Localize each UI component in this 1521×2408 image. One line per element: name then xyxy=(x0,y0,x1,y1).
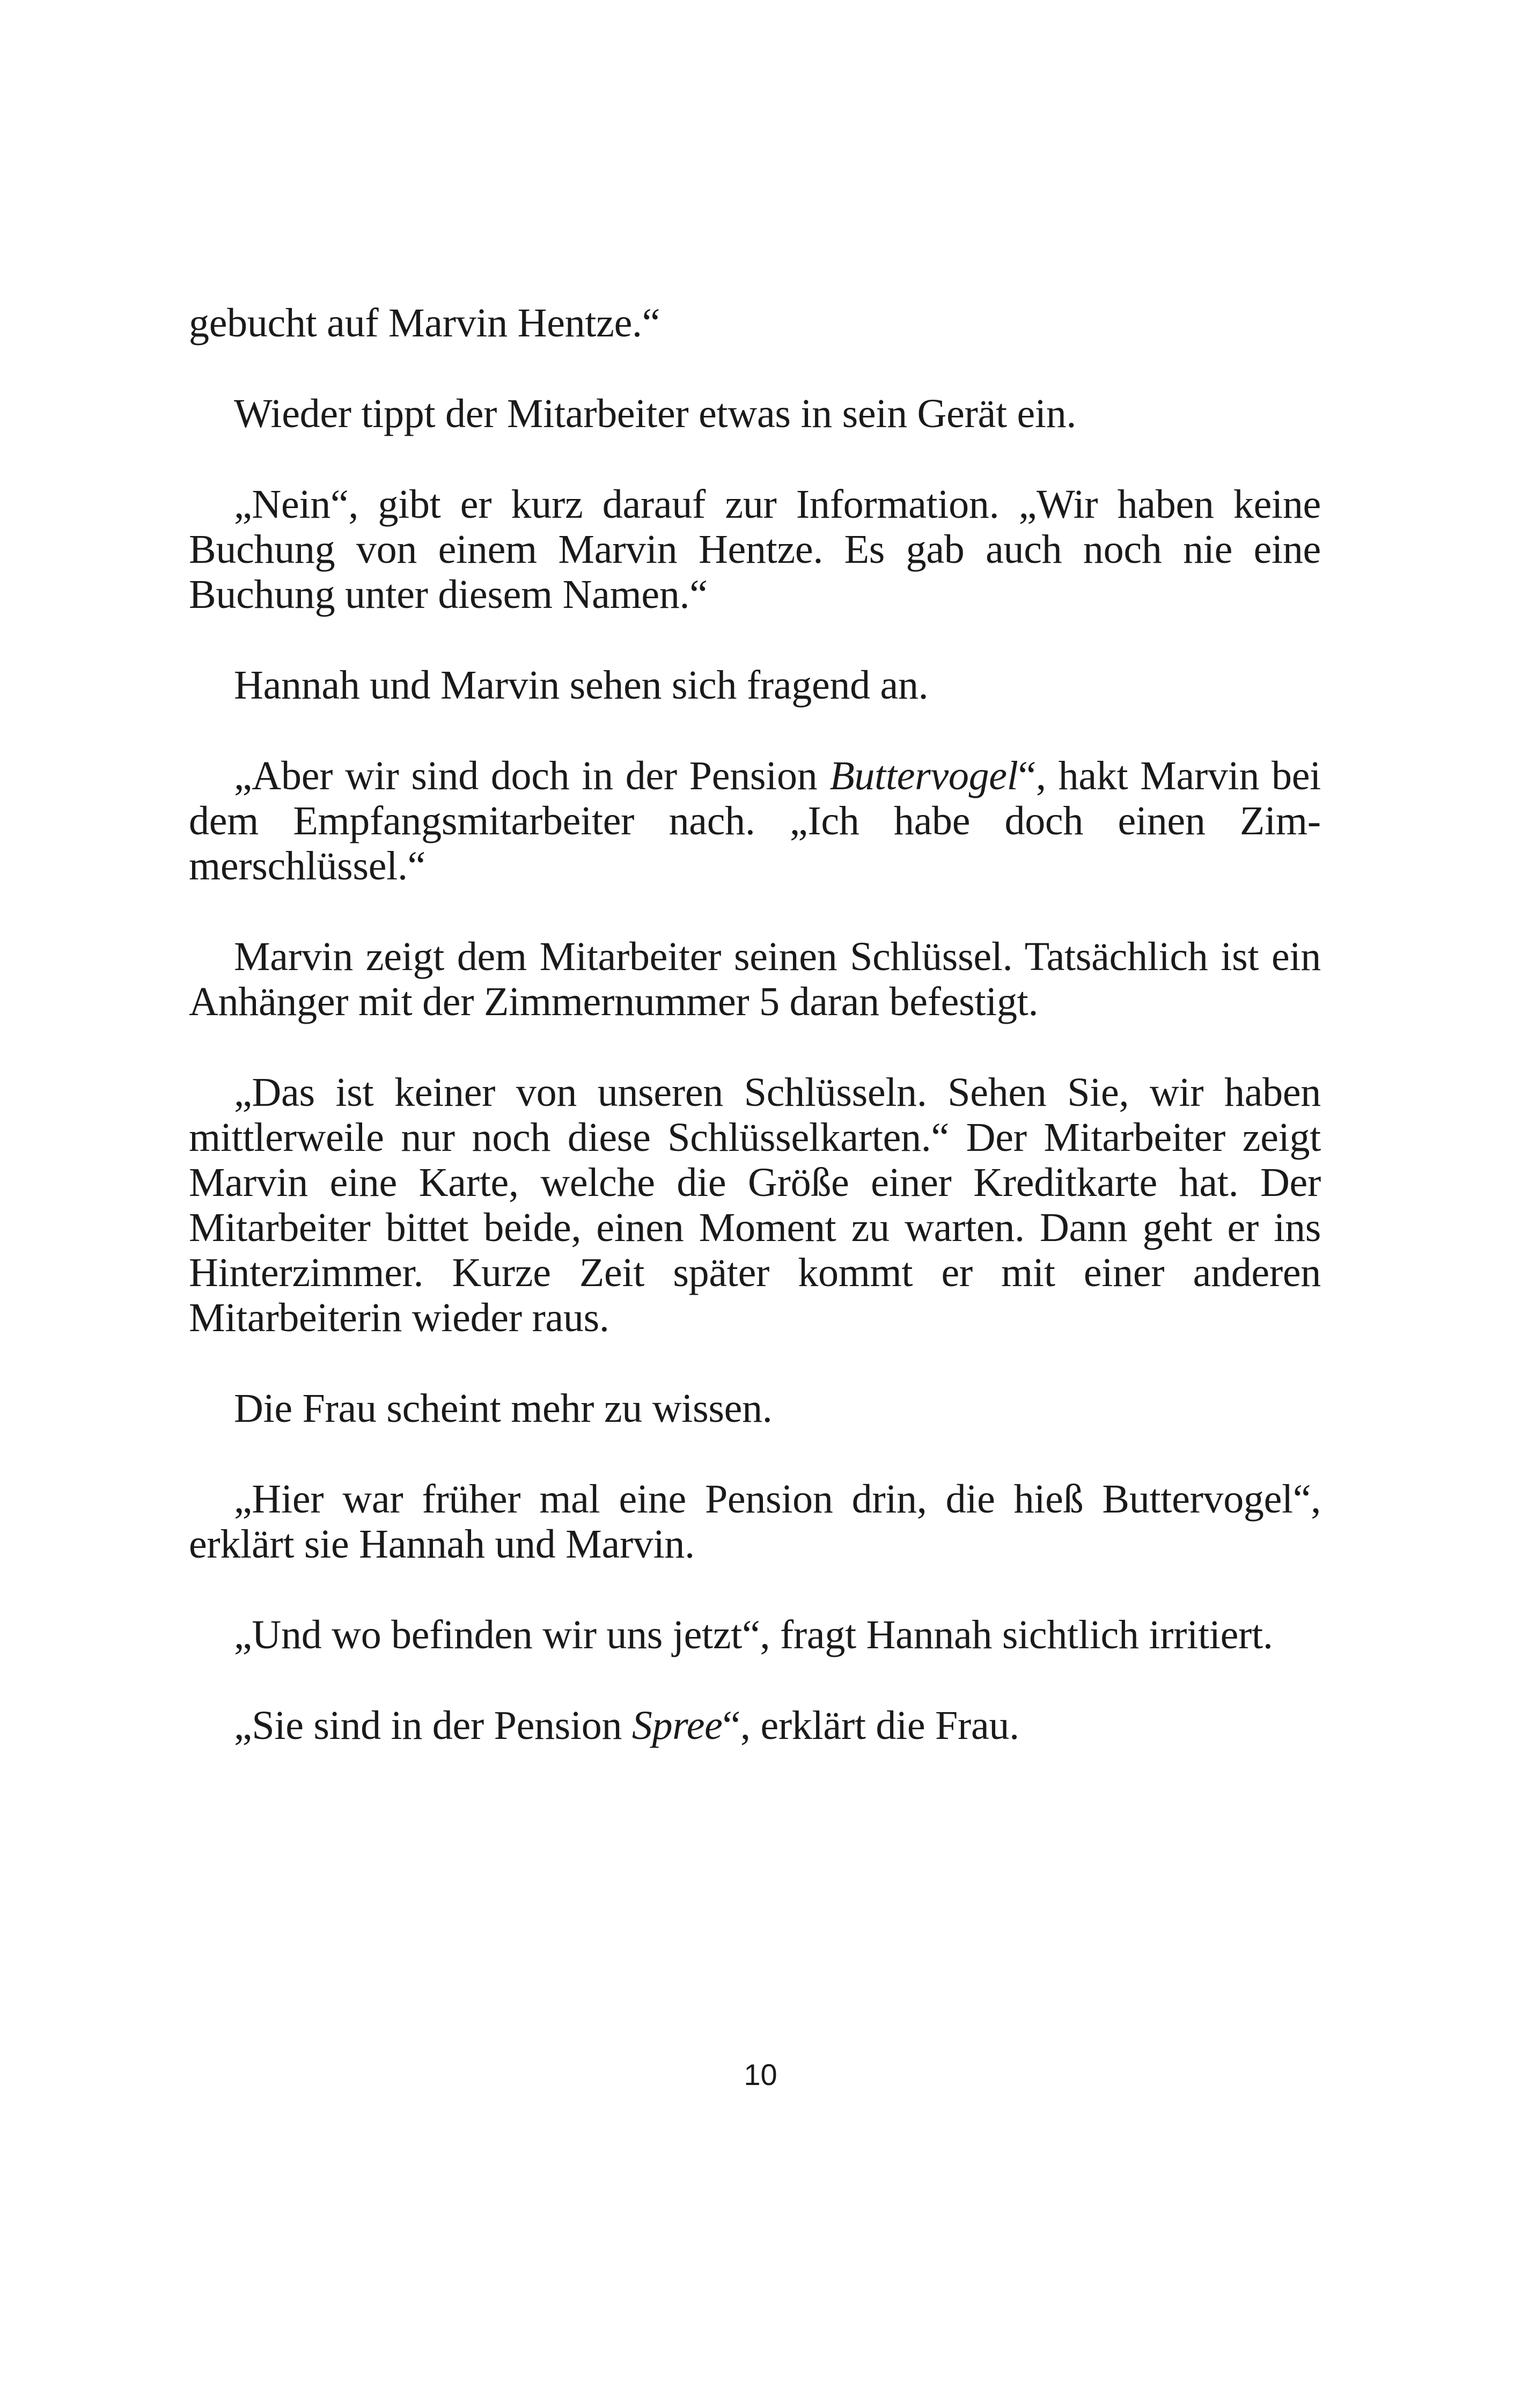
page-number: 10 xyxy=(744,2058,777,2091)
italic-pension-name: Buttervogel xyxy=(829,753,1018,798)
paragraph xyxy=(189,1703,1321,1748)
paragraph: „Nein“, gibt er kurz darauf zur Information. „Wir haben keine Buchung von einem Marvin Hentze. Es gab auch noch nie eine Buchung unter diesem Namen.“ xyxy=(189,482,1321,617)
paragraph: Die Frau scheint mehr zu wissen. xyxy=(234,1386,773,1431)
body-text xyxy=(189,300,1321,1794)
paragraph: „Das ist keiner von unseren Schlüsseln. Sehen Sie, wir haben mittlerweile nur noch diese Schlüsselkarten.“ Der Mitarbeiter zeigt Marvin eine Karte, welche die Größe einer Kreditkarte hat. Der Mitarbeiter bittet beide, einen Moment zu warten. Dann geht er ins Hinterzimmer. Kurze Zeit später kommt er mit einer anderen Mitarbeiterin wieder raus. xyxy=(189,1070,1321,1340)
paragraph: „Und wo befinden wir uns jetzt“, fragt Hannah sichtlich irritiert. xyxy=(234,1612,1273,1657)
paragraph-text: “, hakt Marvin bei dem Empfangsmitarbeiter nach. „Ich habe doch einen Zimmerschlüssel.“ xyxy=(189,753,1321,889)
paragraph-text: “, erklärt die Frau. xyxy=(722,1703,1019,1748)
paragraph: gebucht auf Marvin Hentze.“ xyxy=(189,300,660,346)
italic-pension-name: Spree xyxy=(631,1703,723,1748)
paragraph: „Hier war früher mal eine Pension drin, die hieß Buttervogel“, erklärt sie Hannah und Marvin. xyxy=(189,1477,1321,1567)
paragraph: Hannah und Marvin sehen sich fragend an. xyxy=(234,663,929,708)
paragraph xyxy=(189,753,1321,889)
paragraph-text: „Aber wir sind doch in der Pension xyxy=(234,753,830,798)
paragraph-text: „Sie sind in der Pension xyxy=(234,1703,632,1748)
paragraph: Wieder tippt der Mitarbeiter etwas in sein Gerät ein. xyxy=(234,391,1077,436)
paragraph: Marvin zeigt dem Mitarbeiter seinen Schlüssel. Tatsächlich ist ein Anhänger mit der Zimmernummer 5 daran befestigt. xyxy=(189,934,1321,1024)
